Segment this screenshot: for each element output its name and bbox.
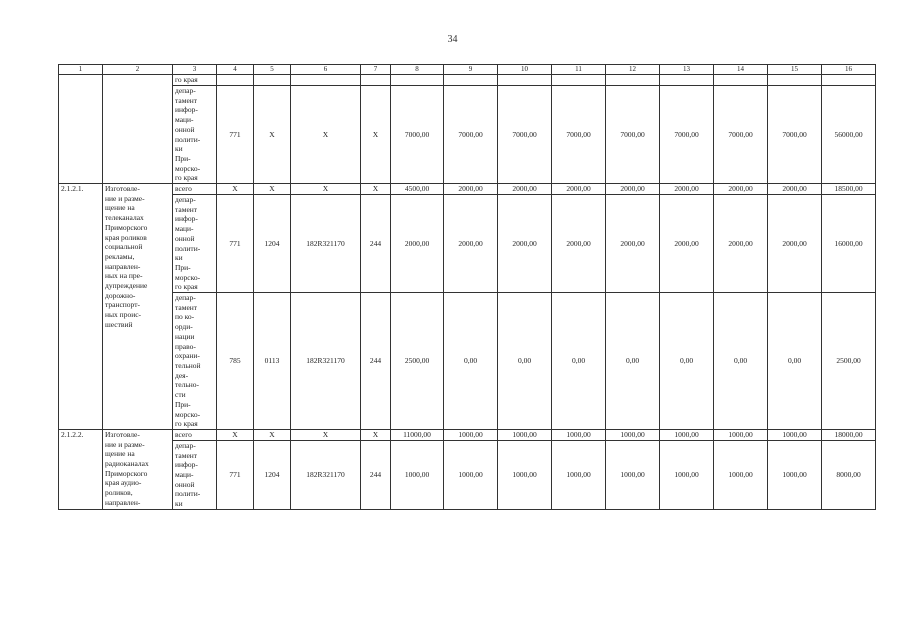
col-header: 4	[217, 65, 254, 75]
col-header: 16	[822, 65, 876, 75]
header-row	[59, 65, 876, 75]
value-cell: 2000,00	[552, 184, 606, 195]
empty-cell	[606, 75, 660, 86]
value-cell: 1000,00	[606, 429, 660, 440]
total-value-cell: 2500,00	[822, 293, 876, 430]
value-cell: 7000,00	[714, 86, 768, 184]
grbs-code-cell: 785	[217, 293, 254, 430]
total-value-cell: 18500,00	[822, 184, 876, 195]
item-name-cell: Изготовле- ние и разме- щение на телеканалах Приморского края роликов социальной рекламы, направлен- ных на пре- дупреждение дорожно- транспорт- ных проис- шествий	[103, 184, 173, 430]
empty-cell	[552, 75, 606, 86]
table-row	[59, 440, 876, 509]
table-row	[59, 293, 876, 430]
department-cell: депар- тамент по ко- орди- нации право- охрани- тельной дея- тельно- сти При- морско- го края	[173, 293, 217, 430]
target-code-cell: X	[291, 86, 361, 184]
value-cell: 0,00	[768, 293, 822, 430]
col-header: 3	[173, 65, 217, 75]
col-header: 10	[498, 65, 552, 75]
value-cell: 1000,00	[498, 429, 552, 440]
grbs-code-cell: 771	[217, 195, 254, 293]
value-cell: 1000,00	[444, 429, 498, 440]
item-name-cell	[103, 75, 173, 184]
value-cell: 1000,00	[660, 429, 714, 440]
value-cell: 2000,00	[444, 184, 498, 195]
section-code-cell: 0113	[254, 293, 291, 430]
table-row	[59, 86, 876, 184]
value-cell: 2000,00	[552, 195, 606, 293]
value-cell: 2000,00	[391, 195, 444, 293]
value-cell: 1000,00	[498, 440, 552, 509]
expense-type-cell: X	[361, 429, 391, 440]
target-code-cell: X	[291, 184, 361, 195]
section-code-cell: 1204	[254, 195, 291, 293]
department-cell: депар- тамент инфор- маци- онной полити- ки	[173, 440, 217, 509]
total-value-cell: 18000,00	[822, 429, 876, 440]
target-code-cell: X	[291, 429, 361, 440]
table-row	[59, 429, 876, 440]
col-header: 6	[291, 65, 361, 75]
value-cell: 4500,00	[391, 184, 444, 195]
table-row	[59, 184, 876, 195]
item-name-cell: Изготовле- ние и разме- щение на радиоканалах Приморского края аудио- роликов, направлен-	[103, 429, 173, 509]
value-cell: 0,00	[606, 293, 660, 430]
expense-type-cell: 244	[361, 195, 391, 293]
total-value-cell: 16000,00	[822, 195, 876, 293]
value-cell: 0,00	[660, 293, 714, 430]
value-cell: 1000,00	[552, 440, 606, 509]
department-cell: депар- тамент инфор- маци- онной полити- ки При- морско- го края	[173, 86, 217, 184]
total-value-cell: 8000,00	[822, 440, 876, 509]
value-cell: 1000,00	[768, 440, 822, 509]
value-cell: 1000,00	[391, 440, 444, 509]
empty-cell	[498, 75, 552, 86]
empty-cell	[822, 75, 876, 86]
value-cell: 0,00	[714, 293, 768, 430]
value-cell: 7000,00	[391, 86, 444, 184]
value-cell: 2000,00	[606, 184, 660, 195]
empty-cell	[291, 75, 361, 86]
department-cell: депар- тамент инфор- маци- онной полити- ки При- морско- го края	[173, 195, 217, 293]
budget-table	[58, 64, 876, 510]
target-code-cell: 182R321170	[291, 293, 361, 430]
value-cell: 0,00	[552, 293, 606, 430]
expense-type-cell: 244	[361, 440, 391, 509]
total-label-cell: всего	[173, 184, 217, 195]
grbs-code-cell: 771	[217, 86, 254, 184]
expense-type-cell: 244	[361, 293, 391, 430]
value-cell: 7000,00	[660, 86, 714, 184]
col-header: 9	[444, 65, 498, 75]
value-cell: 2000,00	[768, 184, 822, 195]
empty-cell	[714, 75, 768, 86]
col-header: 13	[660, 65, 714, 75]
page-number: 34	[447, 34, 458, 45]
col-header: 15	[768, 65, 822, 75]
section-code-cell: X	[254, 184, 291, 195]
col-header: 5	[254, 65, 291, 75]
col-header: 14	[714, 65, 768, 75]
empty-cell	[768, 75, 822, 86]
col-header: 2	[103, 65, 173, 75]
col-header: 8	[391, 65, 444, 75]
section-code-cell: X	[254, 429, 291, 440]
col-header: 1	[59, 65, 103, 75]
value-cell: 2000,00	[768, 195, 822, 293]
empty-cell	[361, 75, 391, 86]
value-cell: 1000,00	[444, 440, 498, 509]
empty-cell	[660, 75, 714, 86]
item-number-cell: 2.1.2.2.	[59, 429, 103, 509]
value-cell: 1000,00	[660, 440, 714, 509]
target-code-cell: 182R321170	[291, 440, 361, 509]
value-cell: 1000,00	[714, 429, 768, 440]
table-row	[59, 75, 876, 86]
value-cell: 7000,00	[552, 86, 606, 184]
value-cell: 1000,00	[768, 429, 822, 440]
value-cell: 7000,00	[444, 86, 498, 184]
table-row	[59, 195, 876, 293]
grbs-code-cell: X	[217, 429, 254, 440]
value-cell: 7000,00	[768, 86, 822, 184]
grbs-code-cell: X	[217, 184, 254, 195]
total-value-cell: 56000,00	[822, 86, 876, 184]
empty-cell	[391, 75, 444, 86]
item-number-cell: 2.1.2.1.	[59, 184, 103, 430]
col-header: 12	[606, 65, 660, 75]
value-cell: 1000,00	[552, 429, 606, 440]
value-cell: 7000,00	[606, 86, 660, 184]
continued-text: го края	[173, 75, 217, 86]
value-cell: 2000,00	[660, 184, 714, 195]
value-cell: 2000,00	[660, 195, 714, 293]
target-code-cell: 182R321170	[291, 195, 361, 293]
value-cell: 0,00	[498, 293, 552, 430]
value-cell: 7000,00	[498, 86, 552, 184]
value-cell: 1000,00	[606, 440, 660, 509]
expense-type-cell: X	[361, 86, 391, 184]
col-header: 7	[361, 65, 391, 75]
expense-type-cell: X	[361, 184, 391, 195]
empty-cell	[254, 75, 291, 86]
value-cell: 2000,00	[444, 195, 498, 293]
value-cell: 2500,00	[391, 293, 444, 430]
section-code-cell: X	[254, 86, 291, 184]
value-cell: 2000,00	[714, 184, 768, 195]
value-cell: 2000,00	[714, 195, 768, 293]
value-cell: 0,00	[444, 293, 498, 430]
total-label-cell: всего	[173, 429, 217, 440]
item-number-cell	[59, 75, 103, 184]
value-cell: 1000,00	[714, 440, 768, 509]
value-cell: 2000,00	[606, 195, 660, 293]
value-cell: 2000,00	[498, 195, 552, 293]
col-header: 11	[552, 65, 606, 75]
section-code-cell: 1204	[254, 440, 291, 509]
value-cell: 11000,00	[391, 429, 444, 440]
value-cell: 2000,00	[498, 184, 552, 195]
grbs-code-cell: 771	[217, 440, 254, 509]
empty-cell	[217, 75, 254, 86]
empty-cell	[444, 75, 498, 86]
